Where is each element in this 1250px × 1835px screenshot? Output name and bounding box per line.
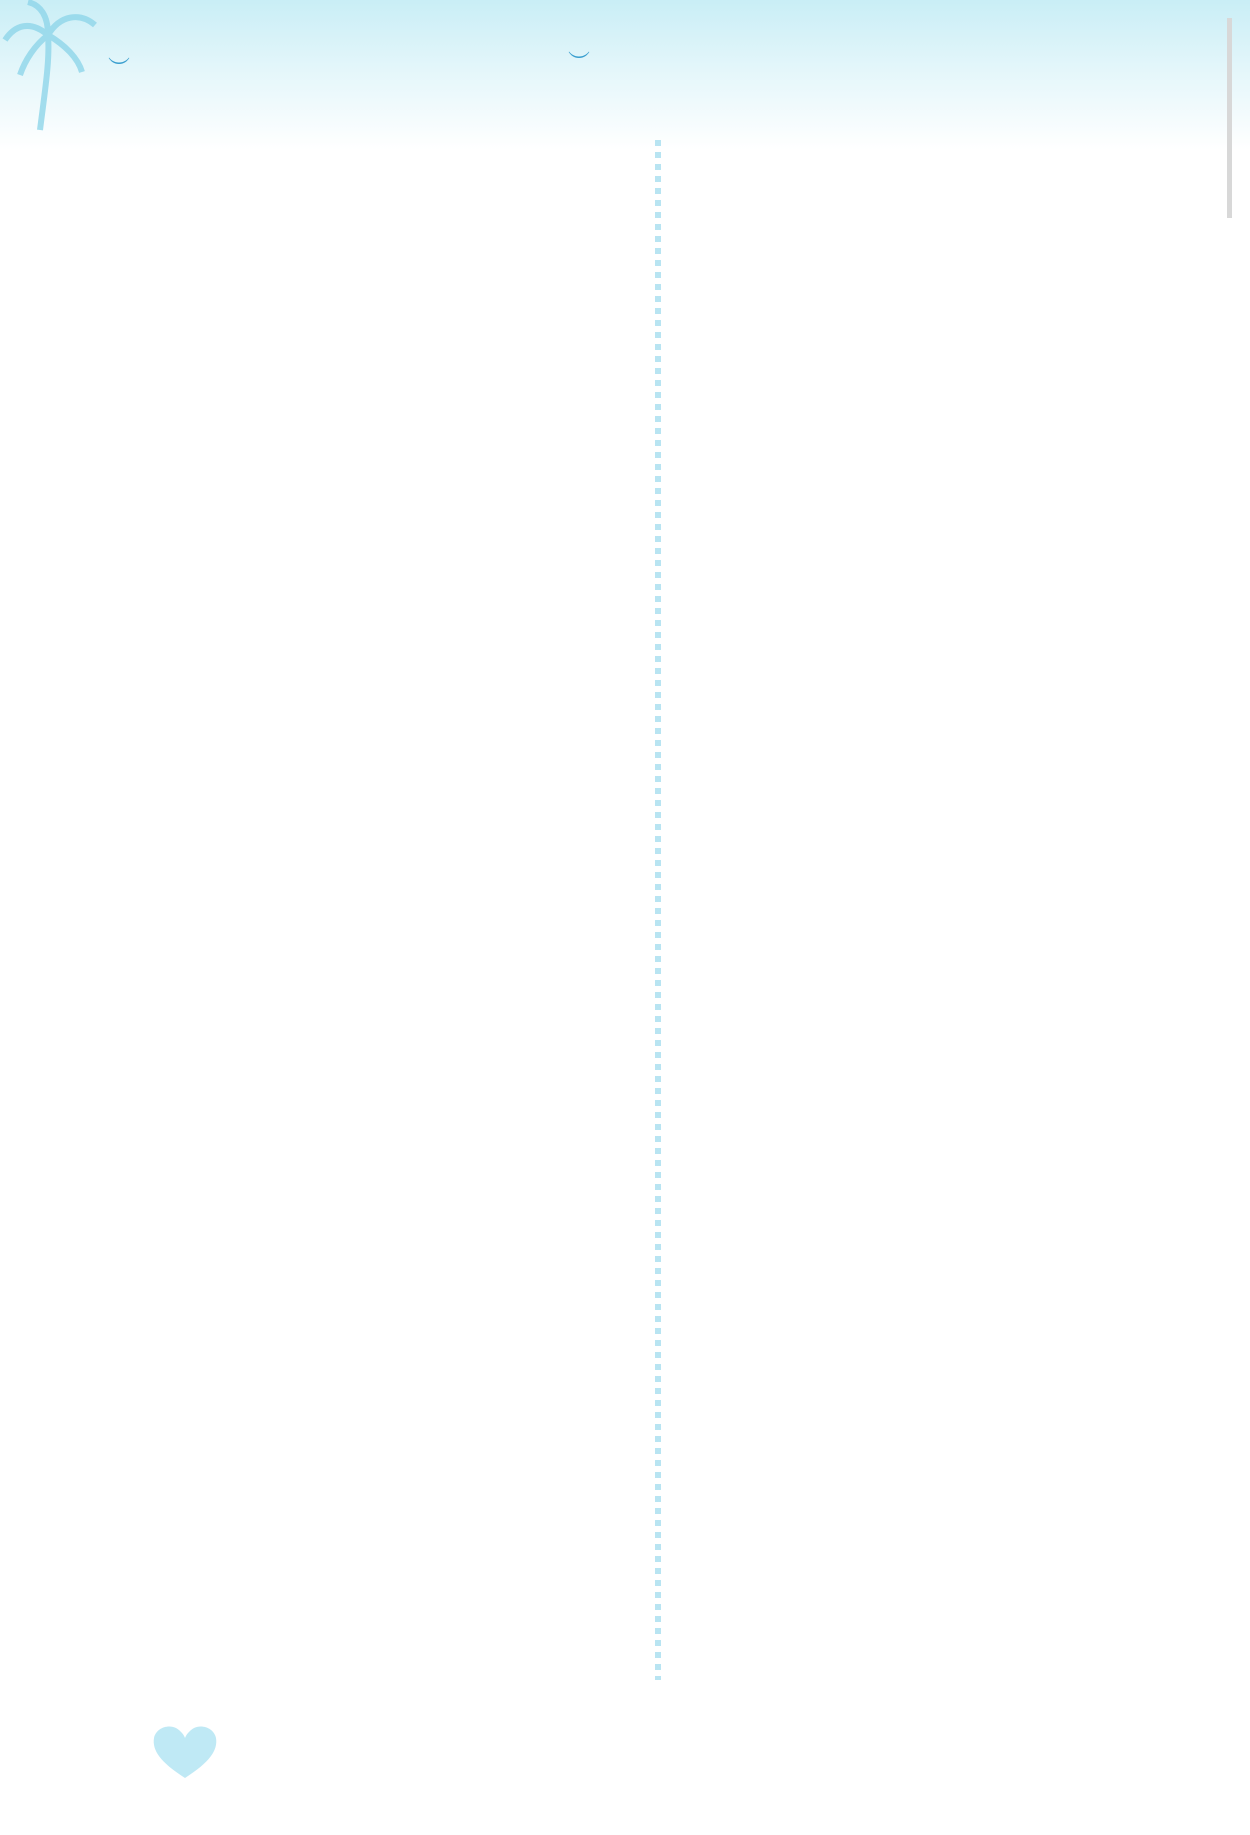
bird-icon: ︶ xyxy=(568,51,591,76)
book-header xyxy=(165,66,277,94)
column-divider xyxy=(655,140,661,1680)
bird-icon: ︶ xyxy=(108,57,131,82)
page-edge xyxy=(1227,18,1232,218)
heart-icon xyxy=(150,1722,220,1782)
palm-tree-icon xyxy=(0,0,120,140)
